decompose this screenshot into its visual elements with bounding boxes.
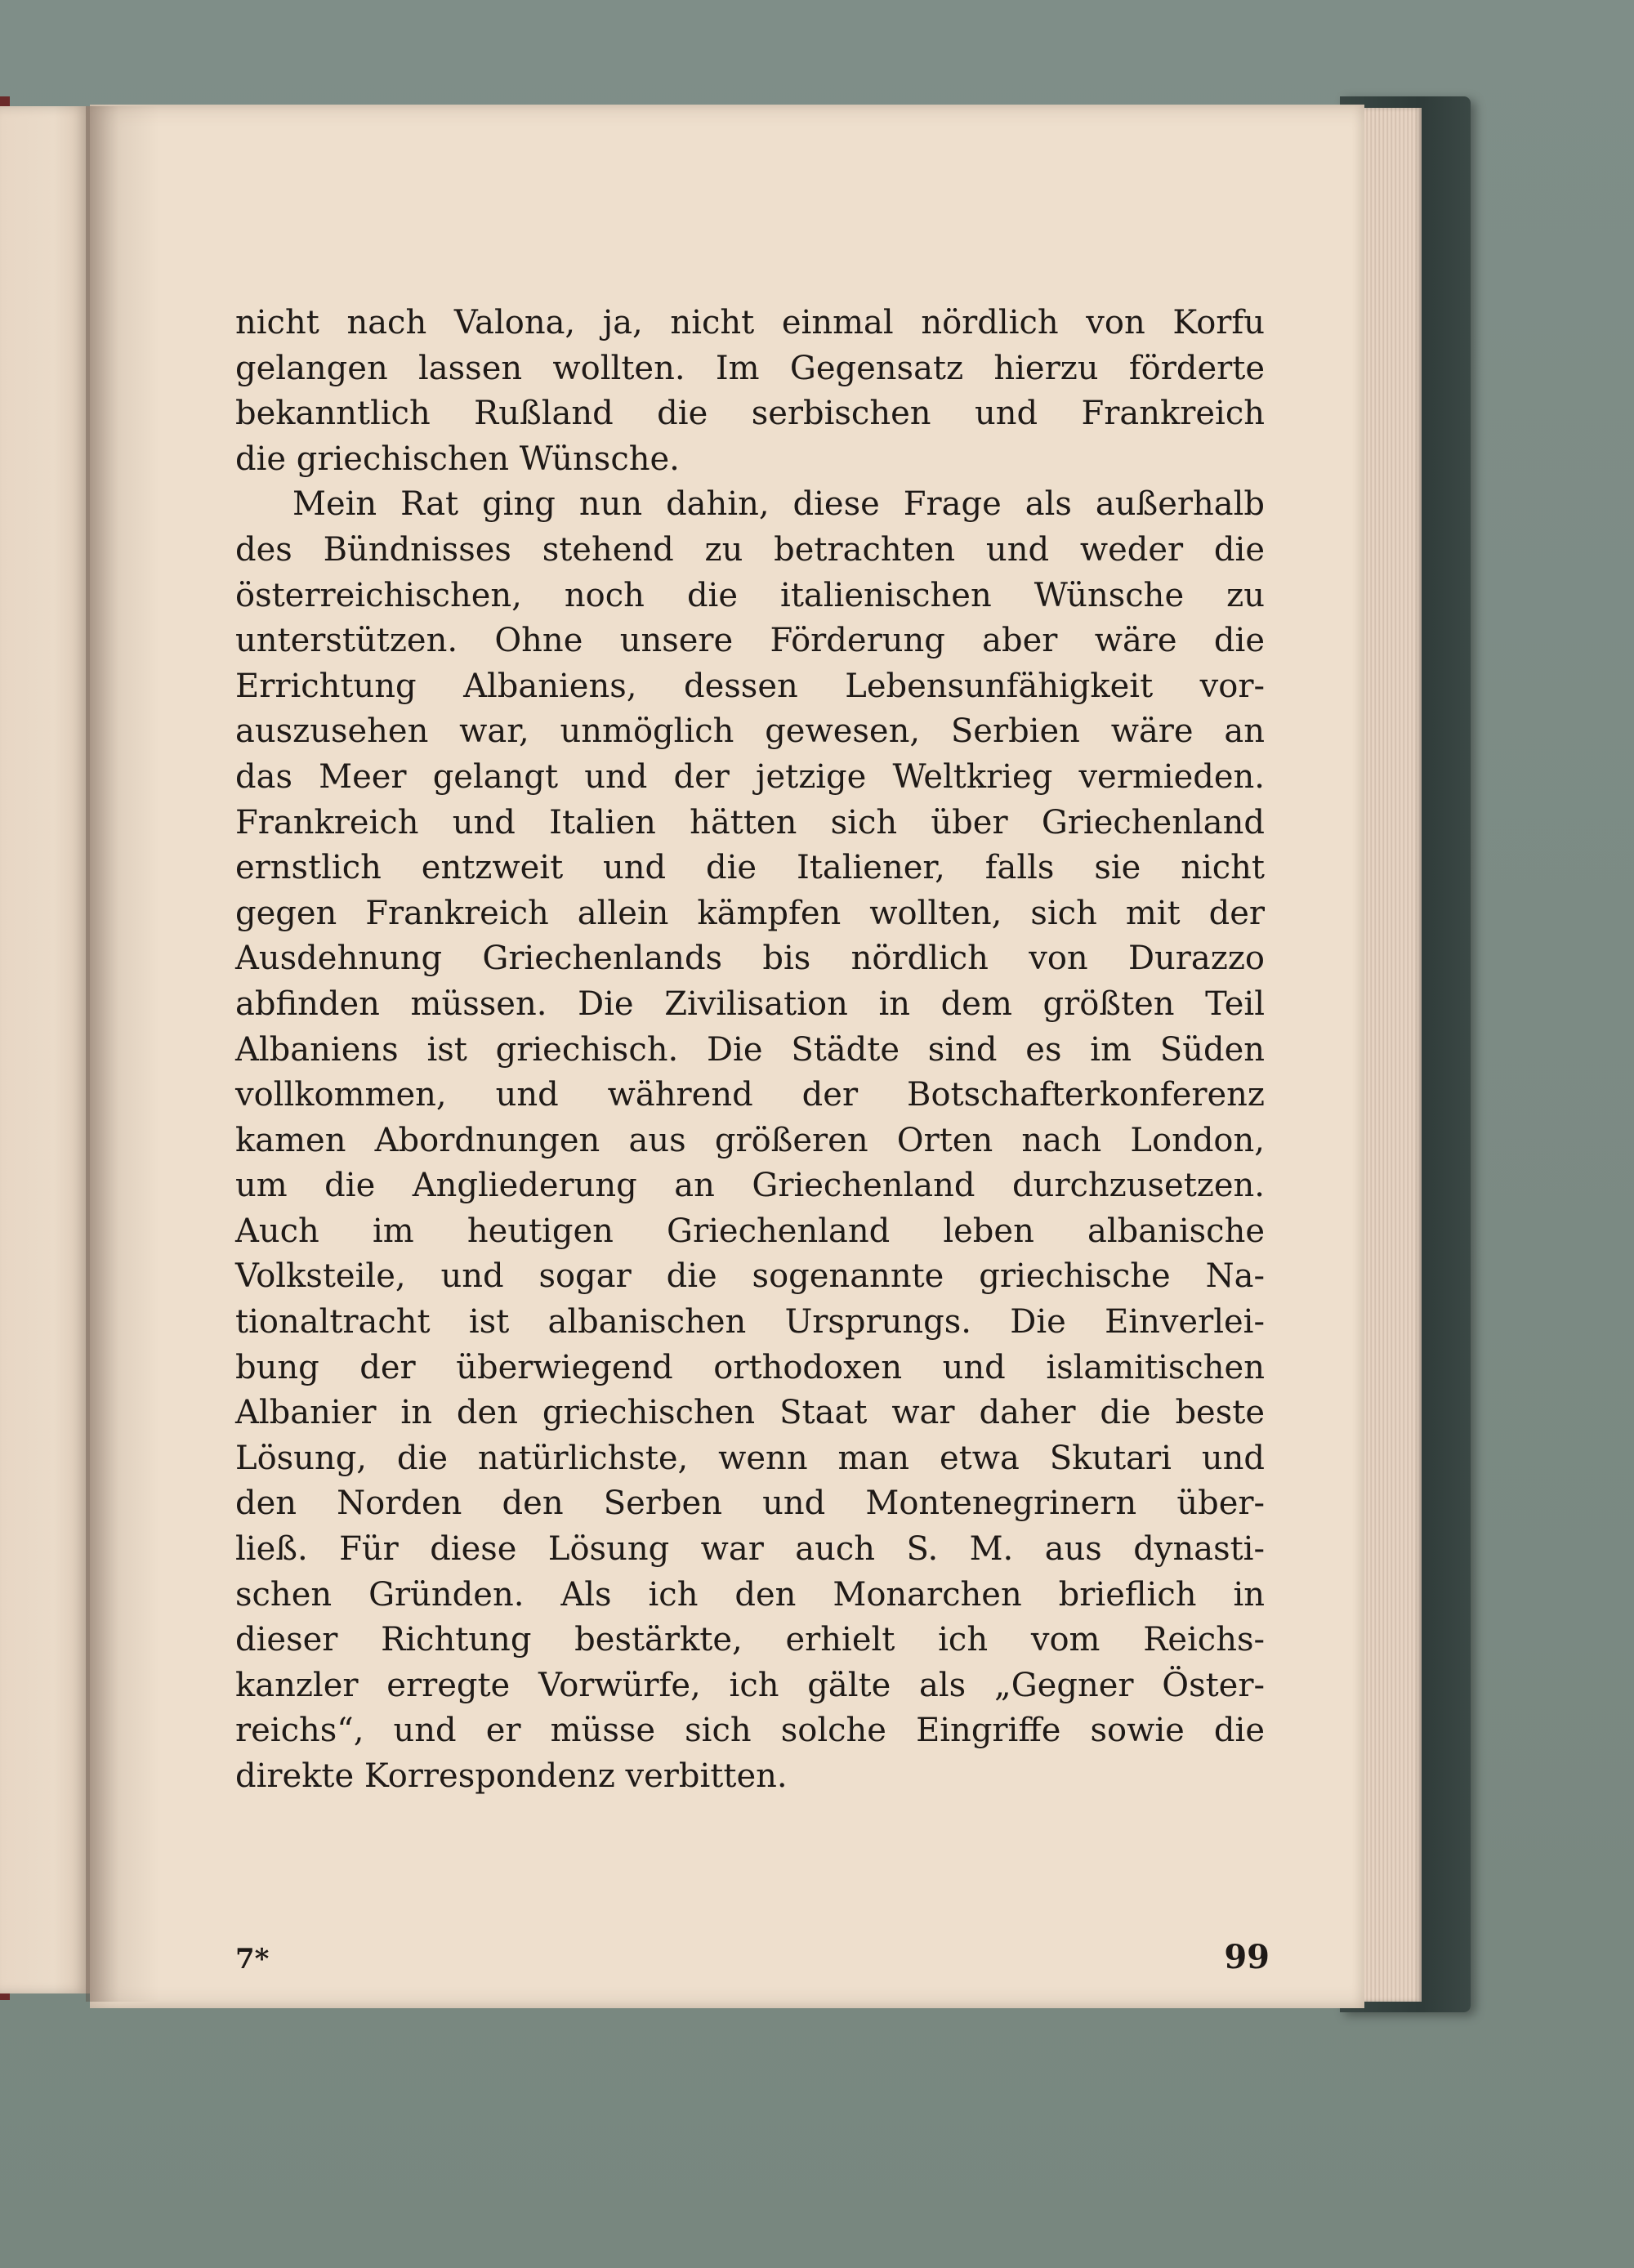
text-line: Ausdehnung Griechenlands bis nördlich von Durazzo bbox=[235, 940, 1265, 978]
text-line: Errichtung Albaniens, dessen Lebensunfähigkeit vor- bbox=[235, 667, 1265, 705]
text-line: dieser Richtung bestärkte, erhielt ich vom Reichs- bbox=[235, 1621, 1265, 1659]
text-line: Frankreich und Italien hätten sich über Griechenland bbox=[235, 803, 1265, 842]
text-line: tionaltracht ist albanischen Ursprungs. Die Einverlei- bbox=[235, 1303, 1265, 1342]
text-line: bung der überwiegend orthodoxen und islamitischen bbox=[235, 1348, 1265, 1386]
text-line: reichs“, und er müsse sich solche Eingriffe sowie die bbox=[235, 1712, 1265, 1750]
text-line: Albaniens ist griechisch. Die Städte sind es im Süden bbox=[235, 1030, 1265, 1069]
text-line: Volksteile, und sogar die sogenannte griechische Na- bbox=[235, 1257, 1265, 1296]
text-line: ließ. Für diese Lösung war auch S. M. aus dynasti- bbox=[235, 1530, 1265, 1569]
body-text bbox=[235, 301, 1265, 1800]
text-line: das Meer gelangt und der jetzige Weltkrieg vermieden. bbox=[235, 757, 1265, 796]
text-line: auszusehen war, unmöglich gewesen, Serbien wäre an bbox=[235, 712, 1265, 751]
page-number: 99 bbox=[1224, 1938, 1270, 1976]
left-page bbox=[0, 106, 90, 1993]
text-line: ernstlich entzweit und die Italiener, falls sie nicht bbox=[235, 849, 1265, 887]
text-line: um die Angliederung an Griechenland durchzusetzen. bbox=[235, 1167, 1265, 1205]
text-line: bekanntlich Rußland die serbischen und Frankreich bbox=[235, 395, 1265, 433]
paragraph-start-line: Mein Rat ging nun dahin, diese Frage als außerhalb bbox=[292, 485, 1265, 524]
text-line: die griechischen Wünsche. bbox=[235, 440, 680, 478]
book-page bbox=[90, 105, 1364, 2008]
text-line: kanzler erregte Vorwürfe, ich gälte als „Gegner Öster- bbox=[235, 1666, 1265, 1704]
text-line: österreichischen, noch die italienischen Wünsche zu bbox=[235, 576, 1265, 614]
text-line: Lösung, die natürlichste, wenn man etwa Skutari und bbox=[235, 1439, 1265, 1477]
text-line: abfinden müssen. Die Zivilisation in dem größten Teil bbox=[235, 984, 1265, 1023]
text-line: unterstützen. Ohne unsere Förderung aber wäre die bbox=[235, 622, 1265, 660]
text-line: Albanier in den griechischen Staat war daher die beste bbox=[235, 1394, 1265, 1432]
gutter-shadow bbox=[86, 106, 159, 2002]
text-line: gelangen lassen wollten. Im Gegensatz hierzu förderte bbox=[235, 349, 1265, 387]
page-footer bbox=[235, 1938, 1270, 1992]
signature-mark: 7* bbox=[235, 1943, 270, 1976]
text-line: des Bündnisses stehend zu betrachten und weder die bbox=[235, 530, 1265, 569]
text-line: Auch im heutigen Griechenland leben albanische bbox=[235, 1212, 1265, 1250]
text-line: direkte Korrespondenz verbitten. bbox=[235, 1757, 788, 1795]
text-line: schen Gründen. Als ich den Monarchen brieflich in bbox=[235, 1575, 1265, 1614]
text-line: gegen Frankreich allein kämpfen wollten, sich mit der bbox=[235, 894, 1265, 932]
text-line: vollkommen, und während der Botschafterkonferenz bbox=[235, 1076, 1265, 1114]
text-line: den Norden den Serben und Montenegrinern über- bbox=[235, 1484, 1265, 1523]
text-line: nicht nach Valona, ja, nicht einmal nördlich von Korfu bbox=[235, 304, 1265, 342]
text-line: kamen Abordnungen aus größeren Orten nach London, bbox=[235, 1121, 1265, 1159]
page-edges bbox=[1356, 108, 1422, 2002]
